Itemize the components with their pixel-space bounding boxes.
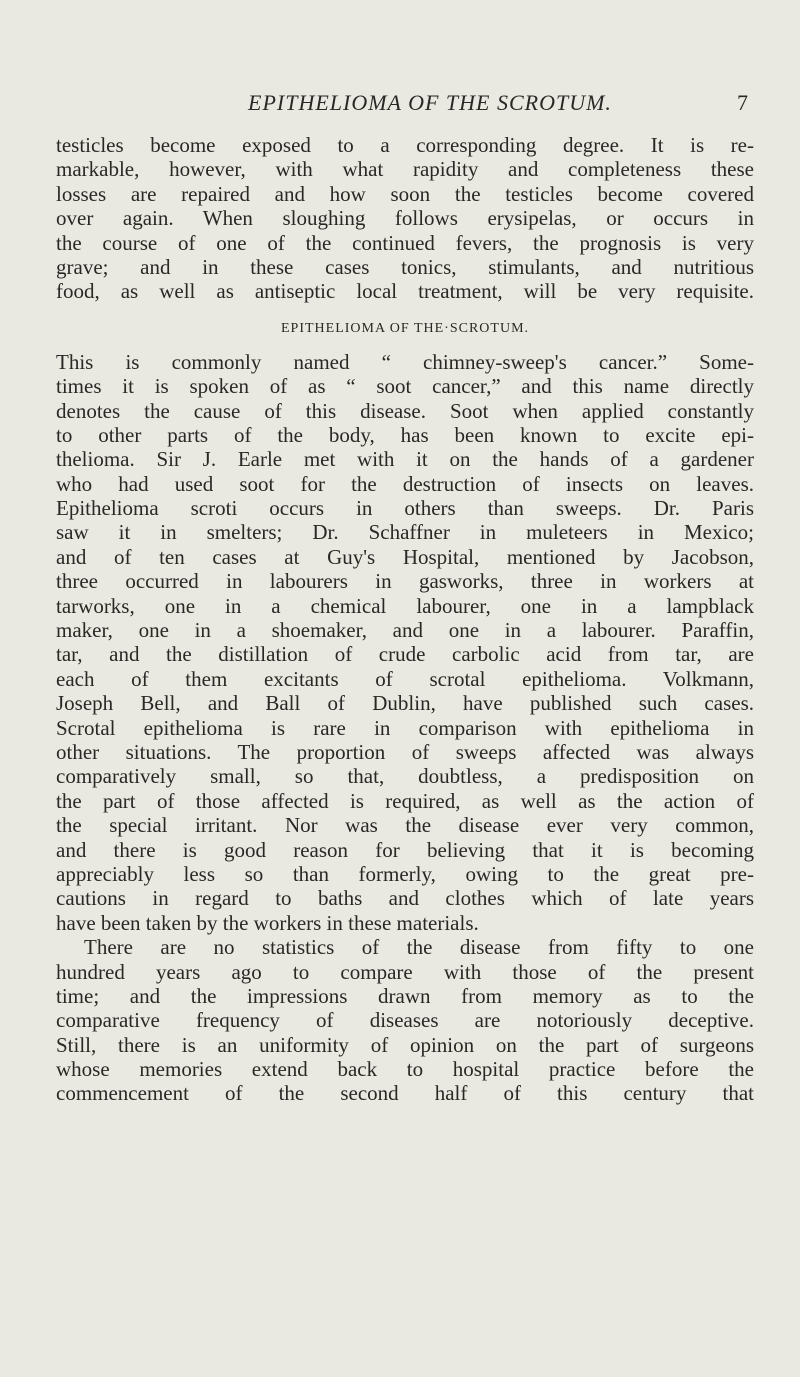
text-line: the special irritant. Nor was the disease ever very common, [56,813,754,838]
text-line: times it is spoken of as “ soot cancer,” and this name directly [56,374,754,399]
text-line: the course of one of the continued fevers, the prognosis is very [56,230,754,255]
text-line: each of them excitants of scrotal epithelioma. Volkmann, [56,666,754,691]
text-line: Scrotal epithelioma is rare in comparison with epithelioma in [56,715,754,740]
text-line: time; and the impressions drawn from memory as to the [56,983,754,1008]
text-line: thelioma. Sir J. Earle met with it on the hands of a gardener [56,447,754,472]
paragraph-3 [56,935,754,1106]
text-line: other situations. The proportion of sweeps affected was always [56,739,754,764]
text-line: maker, one in a shoemaker, and one in a labourer. Paraffin, [56,618,754,643]
text-line: the part of those affected is required, as well as the action of [56,788,754,813]
text-line: Joseph Bell, and Ball of Dublin, have published such cases. [56,691,754,716]
section-heading: EPITHELIOMA OF THE·SCROTUM. [280,320,530,336]
text-line: There are no statistics of the disease from fifty to one [84,935,754,960]
text-line: comparative frequency of diseases are notoriously deceptive. [56,1008,754,1033]
page-number: 7 [737,90,748,115]
body-text [56,133,754,1106]
page-header [248,90,748,120]
text-line: grave; and in these cases tonics, stimulants, and nutritious [56,254,754,279]
text-line: denotes the cause of this disease. Soot when applied constantly [56,398,754,423]
text-line: commencement of the second half of this century that [56,1081,754,1106]
text-line: testicles become exposed to a corresponding degree. It is re- [56,133,754,157]
paragraph-2 [56,350,754,935]
text-line: appreciably less so than formerly, owing to the great pre- [56,861,754,886]
text-line: to other parts of the body, has been known to excite epi- [56,422,754,447]
text-line: food, as well as antiseptic local treatment, will be very requisite. [56,279,754,304]
text-line: tar, and the distillation of crude carbolic acid from tar, are [56,642,754,667]
text-line: and of ten cases at Guy's Hospital, mentioned by Jacobson, [56,544,754,569]
text-line: cautions in regard to baths and clothes which of late years [56,886,754,911]
text-line: Still, there is an uniformity of opinion on the part of surgeons [56,1032,754,1057]
text-line: have been taken by the workers in these materials. [56,910,479,935]
text-line: Epithelioma scroti occurs in others than sweeps. Dr. Paris [56,496,754,521]
text-line: tarworks, one in a chemical labourer, one in a lampblack [56,593,754,618]
text-line: three occurred in labourers in gasworks, three in workers at [56,569,754,594]
text-line: and there is good reason for believing that it is becoming [56,837,754,862]
text-line: whose memories extend back to hospital practice before the [56,1057,754,1082]
running-head: EPITHELIOMA OF THE SCROTUM. [248,90,612,115]
text-line: losses are repaired and how soon the testicles become covered [56,181,754,206]
paragraph-1 [56,133,754,304]
text-line: hundred years ago to compare with those of the present [56,959,754,984]
text-line: who had used soot for the destruction of insects on leaves. [56,471,754,496]
text-line: over again. When sloughing follows erysipelas, or occurs in [56,206,754,231]
text-line: comparatively small, so that, doubtless, a predisposition on [56,764,754,789]
text-line: This is commonly named “ chimney-sweep's cancer.” Some- [56,349,754,374]
text-line: saw it in smelters; Dr. Schaffner in muleteers in Mexico; [56,520,754,545]
text-line: markable, however, with what rapidity and completeness these [56,157,754,182]
